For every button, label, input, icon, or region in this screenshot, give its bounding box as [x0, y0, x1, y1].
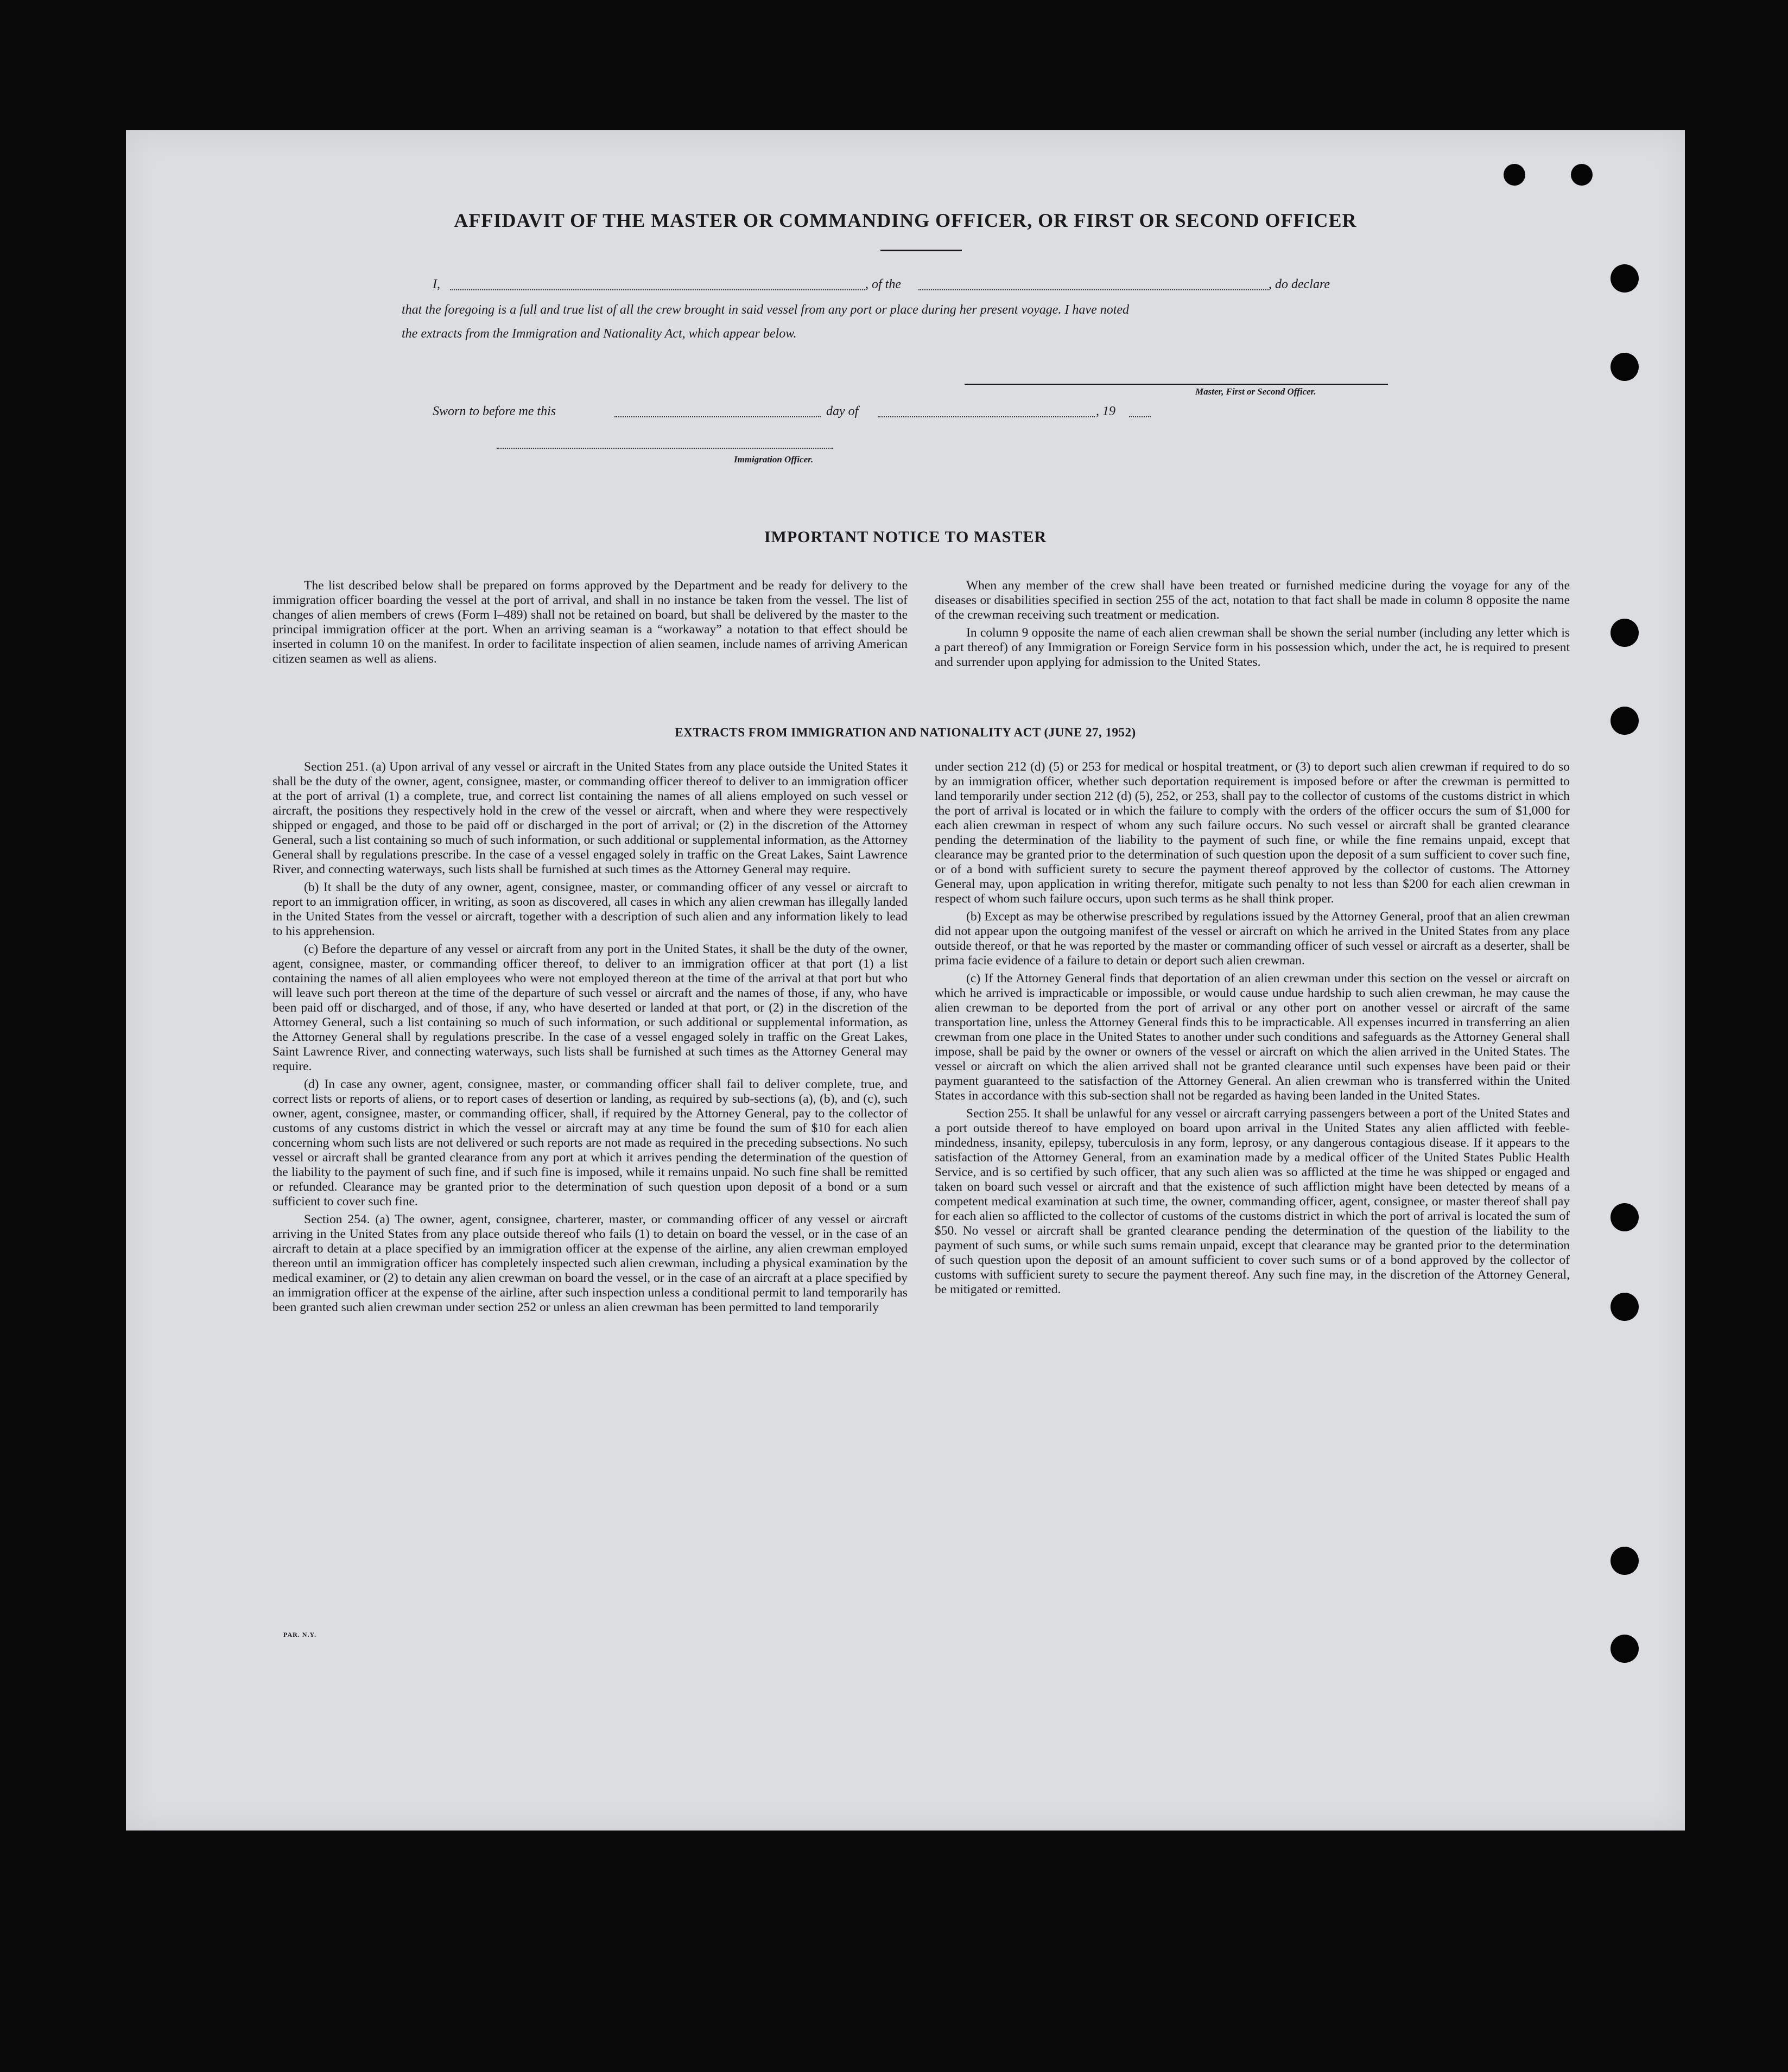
sworn-year: , 19: [1096, 404, 1115, 418]
officer-signature-line: [497, 448, 833, 449]
sworn-day-blank: [614, 416, 821, 417]
master-signature-label: Master, First or Second Officer.: [1195, 386, 1316, 397]
punch-hole: [1611, 1293, 1639, 1321]
punch-hole: [1611, 1547, 1639, 1575]
document-page: [126, 130, 1685, 1831]
sworn-day-of: day of: [826, 404, 859, 418]
notice-right-column: [935, 579, 1570, 673]
section-251-b: (b) It shall be the duty of any owner, agent, consignee, master, or commanding officer of any vessel or aircraft to report to an immigration officer, in writing, as soon as discovered, all cases in which any alien crewman has illegally landed in the United States from the vessel or aircraft, together with a description of such alien and any information likely to lead to his apprehension.: [272, 880, 908, 938]
declare-of-the: , of the: [865, 277, 901, 291]
section-251-a: Section 251. (a) Upon arrival of any vessel or aircraft in the United States from any place outside the United States it shall be the duty of the owner, agent, consignee, master, or commanding officer thereof to deliver to an immigration officer at the port of arrival (1) a complete, true, and correct list containing the names of all aliens employed on such vessel or aircraft, the positions they respectively hold in the crew of the vessel or aircraft, when and where they were respectively shipped or engaged, and those to be paid off or discharged in the port of arrival; or (2) in the discretion of the Attorney General, such a list containing so much of such information, or such additional or supplemental information, as the Attorney General shall by regulations prescribe. In the case of a vessel engaged solely in traffic on the Great Lakes, Saint Lawrence River, and connecting waterways, such lists shall be furnished at such times as the Attorney General may require.: [272, 760, 908, 876]
section-251-d: (d) In case any owner, agent, consignee, master, or commanding officer shall fail to deliver complete, true, and correct lists or reports of aliens, or to report cases of desertion or landing, as required by sub-sections (a), (b), and (c), such owner, agent, consignee, master, or commanding officer, shall, if required by the Attorney General, pay to the collector of customs of any customs district in which the vessel or aircraft may at any time be found the sum of $10 for each alien concerning whom such lists are not delivered or such reports are not made as required in the preceding subsections. No such vessel or aircraft shall be granted clearance from any port at which it arrives pending the determination of the question of the liability to the payment of such fine, and if such fine is imposed, while it remains unpaid. No such fine shall be remitted or refunded. Clearance may be granted prior to the determination of such question upon deposit of a bond or a sum sufficient to cover such fine.: [272, 1077, 908, 1209]
extracts-left-column: [272, 760, 908, 1753]
punch-hole: [1571, 164, 1593, 186]
declare-line-3: the extracts from the Immigration and Nationality Act, which appear below.: [402, 327, 797, 341]
notice-title: IMPORTANT NOTICE TO MASTER: [764, 528, 1047, 546]
section-254-a: Section 254. (a) The owner, agent, consignee, charterer, master, or commanding officer of any vessel or aircraft arriving in the United States from any place outside thereof who fails (1) to detain on board the vessel, or in the case of an aircraft to detain at a place specified by an immigration officer at the expense of the airline, any alien crewman employed thereon until an immigration officer has completely inspected such alien crewman, including a physical examination by the medical examiner, or (2) to detain any alien crewman on board the vessel, or in the case of an aircraft at a place specified by an immigration officer at the expense of the airline, after such inspection unless a conditional permit to land temporarily has been granted such alien crewman under section 252 or unless an alien crewman has been permitted to land temporarily: [272, 1212, 908, 1314]
affidavit-title: AFFIDAVIT OF THE MASTER OR COMMANDING OFFICER, OR FIRST OR SECOND OFFICER: [454, 209, 1357, 231]
notice-right-paragraph-2: In column 9 opposite the name of each alien crewman shall be shown the serial number (including any letter which is a part thereof) of any Immigration or Foreign Service form in his possession which, under the act, he is required to present and surrender upon applying for admission to the United States.: [935, 626, 1570, 669]
punch-hole: [1611, 619, 1639, 647]
section-254-c: (c) If the Attorney General finds that deportation of an alien crewman under this section on the vessel or aircraft on which he arrived is impracticable or impossible, or would cause undue hardship to such alien crewman, he may cause the alien crewman to be deported from the port of arrival or any other port on another vessel or aircraft of the same transportation line, unless the Attorney General finds this to be impracticable. All expenses incurred in transferring an alien crewman from one place in the United States to another under such conditions and safeguards as the Attorney General shall impose, shall be paid by the owner or owners of the vessel or aircraft on which the alien arrived in the United States. The vessel or aircraft on which the alien arrived shall not be granted clearance until such expenses have been paid or their payment guaranteed to the satisfaction of the Attorney General. An alien crewman who is transferred within the United States in accordance with this sub-section shall not be regarded as having been landed in the United States.: [935, 971, 1570, 1103]
section-251-c: (c) Before the departure of any vessel or aircraft from any port in the United States, it shall be the duty of the owner, agent, consignee, master, or commanding officer thereof, to deliver to an immigration officer at that port (1) a list containing the names of all alien employees who were not employed thereon at the time of the arrival at that port but who will leave such port thereon at the time of the departure of such vessel or aircraft and the names of those, if any, who have been paid off or discharged, and of those, if any, who have deserted or landed at that port, or (2) in the discretion of the Attorney General, such a list containing so much of such information, or such additional or supplemental information, as the Attorney General shall by regulations prescribe. In the case of a vessel engaged solely in traffic on the Great Lakes, Saint Lawrence River, and connecting waterways, such lists shall be furnished at such times as the Attorney General may require.: [272, 942, 908, 1073]
extracts-title: EXTRACTS FROM IMMIGRATION AND NATIONALITY ACT (JUNE 27, 1952): [675, 726, 1136, 739]
extracts-right-column: [935, 760, 1570, 1753]
section-255: Section 255. It shall be unlawful for any vessel or aircraft carrying passengers between a port of the United States and a port outside thereof to have employed on board upon arrival in the United States any alien afflicted with feeble-mindedness, insanity, epilepsy, tuberculosis in any form, leprosy, or any dangerous contagious disease. If it appears to the satisfaction of the Attorney General, from an examination made by a medical officer of the United States Public Health Service, and is so certified by such officer, that any such alien was so afflicted at the time he was shipped or engaged and taken on board such vessel or aircraft and that the existence of such affliction might have been detected by means of a competent medical examination at such time, the owner, commanding officer, agent, consignee, or master thereof shall pay for each alien so afflicted to the collector of customs of the customs district in which the port of arrival is located the sum of $50. No vessel or aircraft shall be granted clearance pending the determination of the question of the liability to the payment of such sums, or while such sums remain unpaid, except that clearance may be granted prior to the determination of such question upon the deposit of an amount sufficient to cover such sums or of a bond approved by the collector of customs with sufficient surety to secure the payment thereof. Any such fine may, in the discretion of the Attorney General, be mitigated or remitted.: [935, 1107, 1570, 1296]
printer-mark: PAR. N.Y.: [283, 1631, 317, 1638]
punch-hole: [1611, 1203, 1639, 1231]
declare-line-2: that the foregoing is a full and true list of all the crew brought in said vessel from any port or place during her present voyage. I have noted: [402, 303, 1130, 317]
sworn-month-blank: [878, 416, 1095, 417]
title-underline: [880, 250, 962, 251]
punch-hole: [1611, 264, 1639, 293]
sworn-year-blank: [1129, 416, 1151, 417]
declare-suffix: , do declare: [1269, 277, 1330, 291]
name-blank: [450, 289, 865, 290]
section-254-a-continued: under section 212 (d) (5) or 253 for medical or hospital treatment, or (3) to deport such alien crewman if required to do so by an immigration officer, whether such deportation requirement is imposed before or after the crewman is permitted to land temporarily under section 212 (d) (5), 252, or 253, shall pay to the collector of customs of the customs district in which the port of arrival is located or in which the failure to comply with the orders of the officer occurs the sum of $1,000 for each alien crewman in respect of whom any such failure occurs. No such vessel or aircraft shall be granted clearance pending the determination of the liability to the payment of such fine, or while the fine remains unpaid, except that clearance may be granted prior to the determination of such question upon the deposit of a sum sufficient to cover such fine, or of a bond with sufficient surety to secure the payment thereof approved by the collector of customs. The Attorney General may, upon application in writing therefor, mitigate such penalty to not less than $200 for each alien crewman in respect of whom such failure occurs, upon such terms as he shall think proper.: [935, 760, 1570, 906]
notice-right-paragraph-1: When any member of the crew shall have been treated or furnished medicine during the voyage for any of the diseases or disabilities specified in section 255 of the act, notation to that fact shall be made in column 8 opposite the name of the crewman receiving such treatment or medication.: [935, 579, 1570, 622]
punch-hole: [1611, 1635, 1639, 1663]
master-signature-line: [965, 384, 1388, 385]
notice-left-paragraph: The list described below shall be prepared on forms approved by the Department and be ready for delivery to the immigration officer boarding the vessel at the port of arrival, and shall in no instance be taken from the vessel. The list of changes of alien members of crews (Form I–489) shall not be retained on board, but shall be delivered by the master to the principal immigration officer at the port. When an arriving seaman is a “workaway” a notation to that effect should be inserted in column 10 on the manifest. In order to facilitate inspection of alien seamen, include names of arriving American citizen seamen as well as aliens.: [272, 579, 908, 666]
notice-left-column: [272, 579, 908, 670]
officer-signature-label: Immigration Officer.: [734, 454, 814, 465]
vessel-blank: [918, 289, 1269, 290]
section-254-b: (b) Except as may be otherwise prescribed by regulations issued by the Attorney General, proof that an alien crewman did not appear upon the outgoing manifest of the vessel or aircraft on which he arrived in the United States from any place outside thereof, or that he was reported by the master or commanding officer of such vessel or aircraft as a deserter, shall be prima facie evidence of a failure to detain or deport such alien crewman.: [935, 910, 1570, 968]
declare-prefix: I,: [433, 277, 440, 291]
punch-hole: [1504, 164, 1525, 186]
sworn-prefix: Sworn to before me this: [433, 404, 556, 418]
punch-hole: [1611, 353, 1639, 381]
